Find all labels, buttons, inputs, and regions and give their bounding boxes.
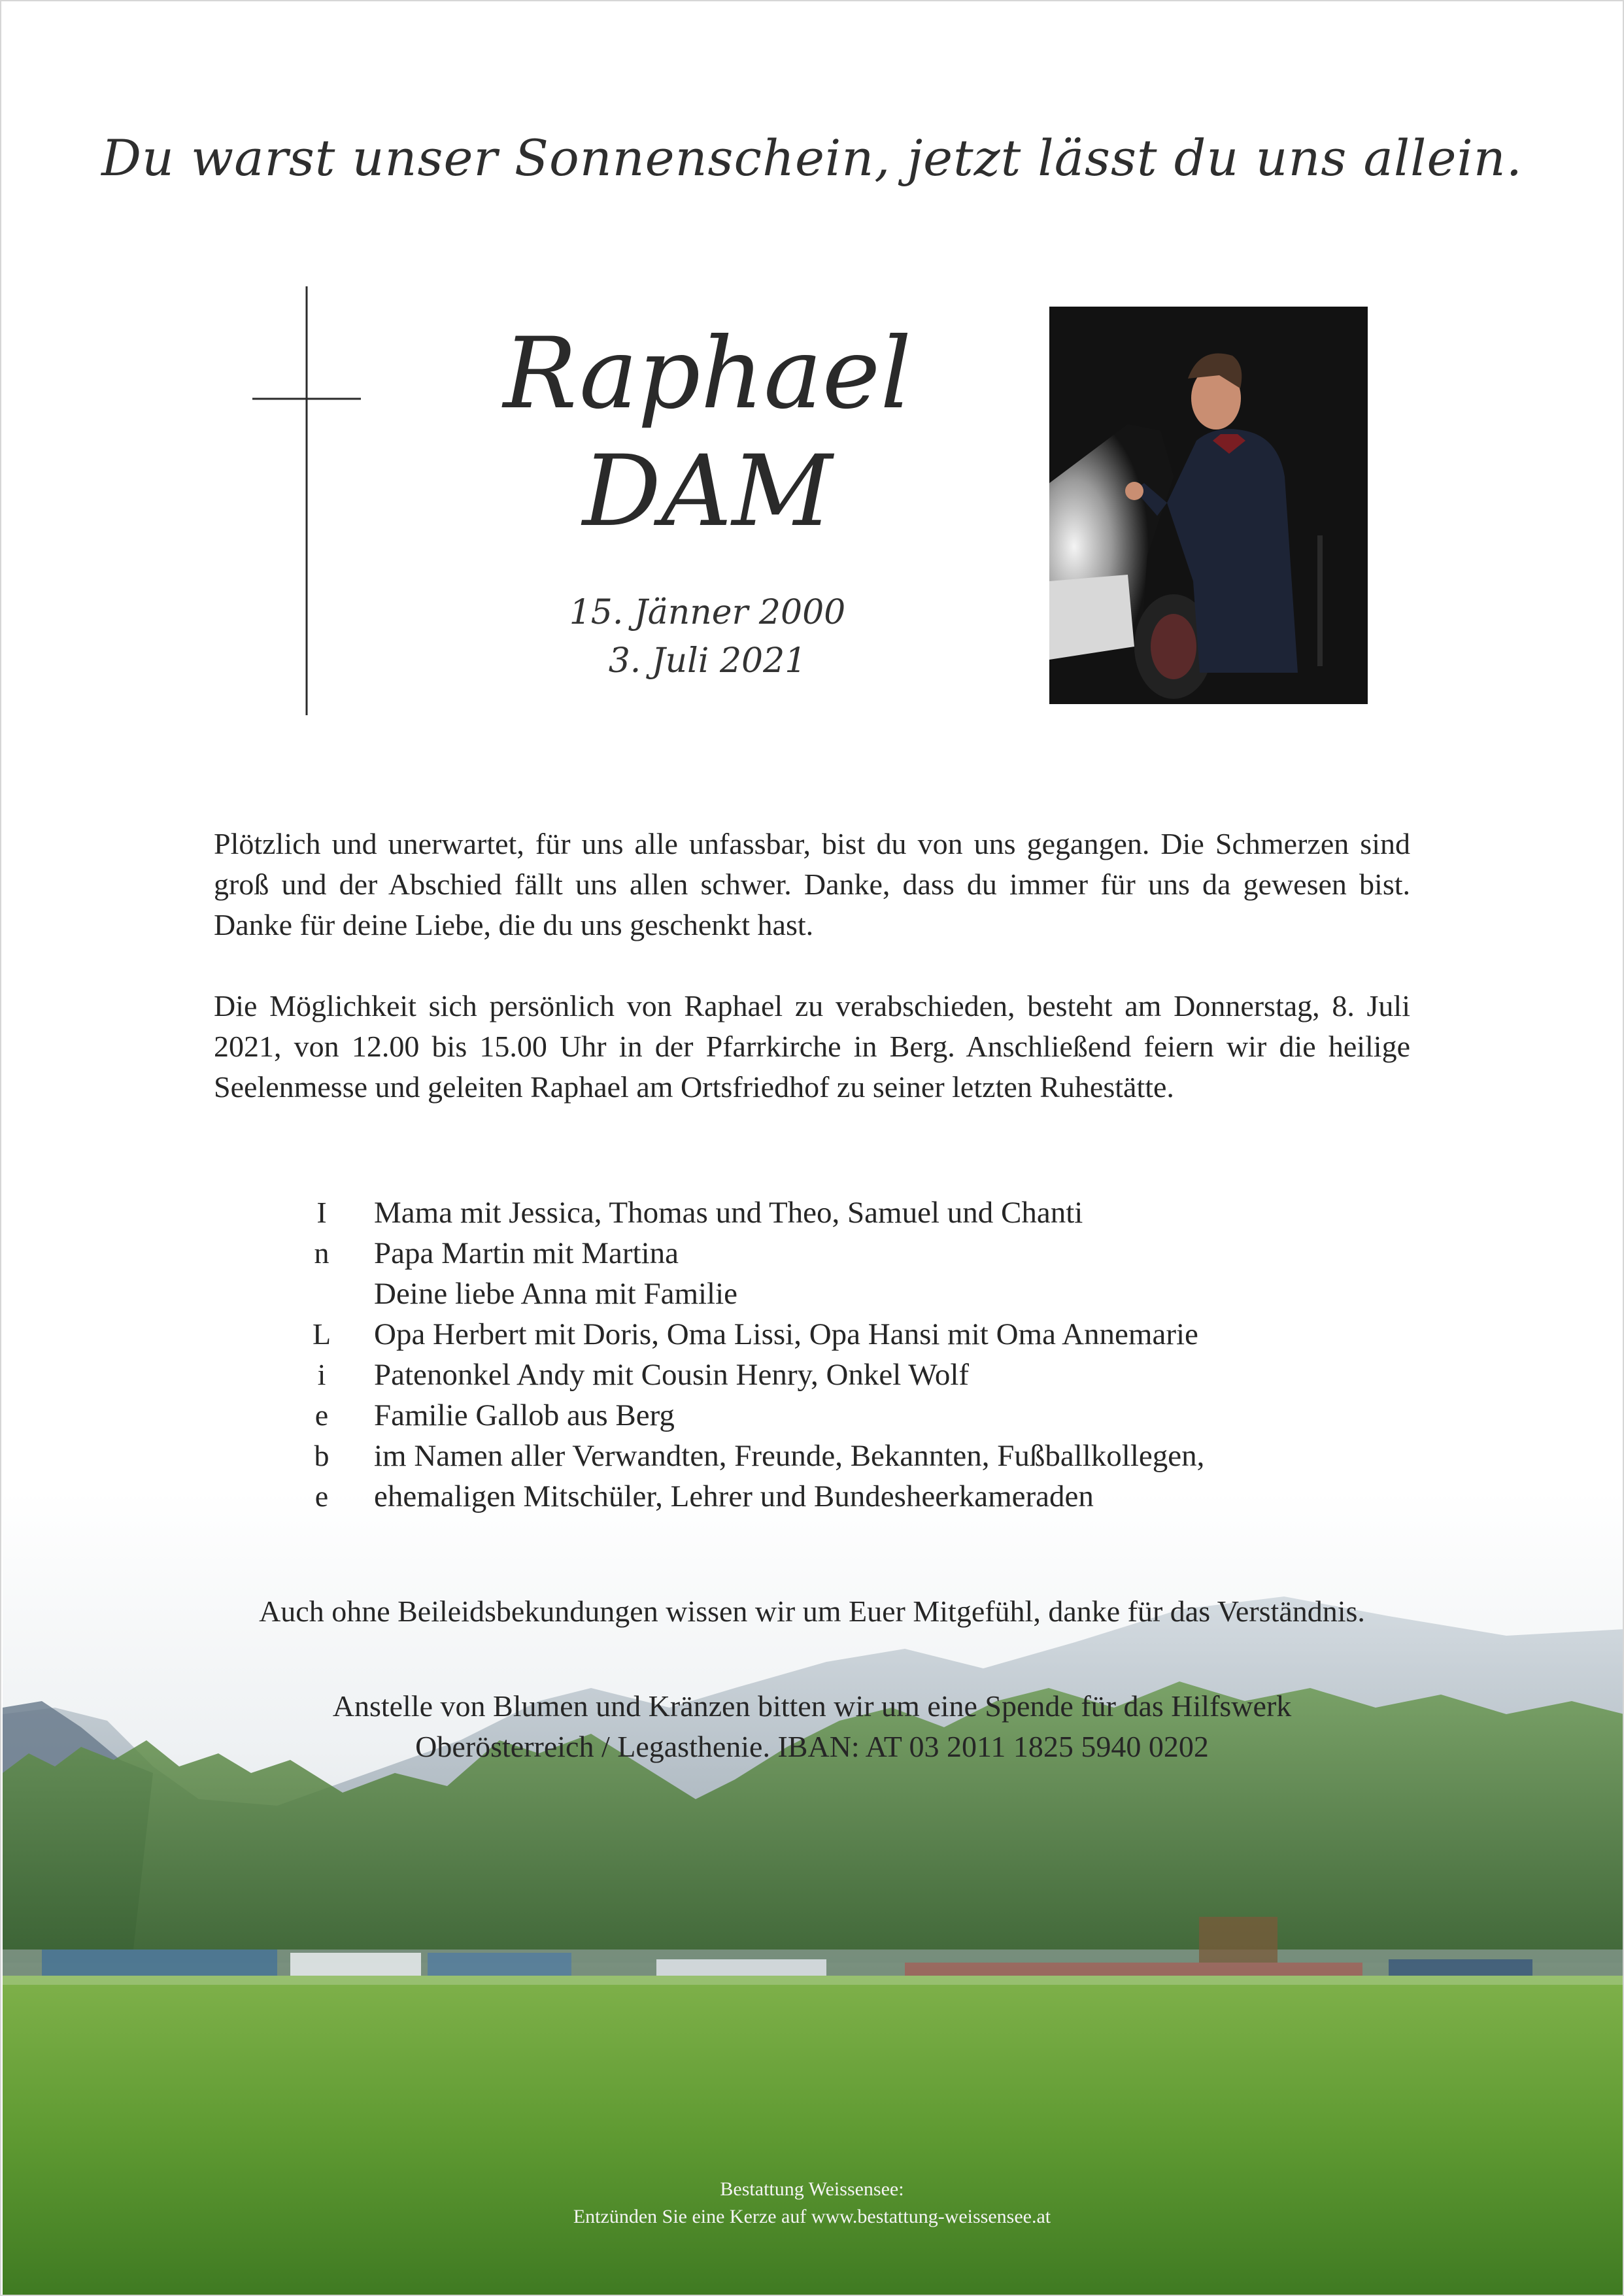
cross-icon <box>252 286 361 715</box>
mourner-text: Deine liebe Anna mit Familie <box>374 1277 738 1311</box>
acrostic-letter: L <box>312 1317 331 1351</box>
first-name: Raphael <box>503 317 912 431</box>
paragraph-farewell-details: Die Möglichkeit sich persönlich von Raphael zu verabschieden, besteht am Donnerstag, 8. Juli 2021, von 12.00 bis 15.00 Uhr in der Pfarrkirche in Berg. Anschließend feiern wir die heilige Seelenmesse und geleiten Raphael am Ortsfriedhof zu seiner letzten Ruhestätte. <box>214 989 1410 1104</box>
acrostic-letter: e <box>314 1479 329 1513</box>
last-name: DAM <box>582 435 833 549</box>
mourner-text: Opa Herbert mit Doris, Oma Lissi, Opa Hansi mit Oma Annemarie <box>374 1317 1198 1351</box>
thanks-note: Auch ohne Beileidsbekundungen wissen wir um Euer Mitgefühl, danke für das Verständnis. <box>259 1595 1365 1628</box>
acrostic-letter: I <box>316 1196 327 1229</box>
birth-date: 15. Jänner 2000 <box>569 593 846 632</box>
paragraph-sudden-passing: Plötzlich und unerwartet, für uns alle unfassbar, bist du von uns gegangen. Die Schmerzen sind groß und der Abschied fällt uns allen schwer. Danke, dass du immer für uns da gewesen bist. Danke für deine Liebe, die du uns geschenkt hast. <box>214 827 1410 941</box>
mourner-text: ehemaligen Mitschüler, Lehrer und Bundesheerkameraden <box>374 1479 1094 1513</box>
mourner-text: Papa Martin mit Martina <box>374 1236 679 1270</box>
donation-note-line-1: Anstelle von Blumen und Kränzen bitten wir um eine Spende für das Hilfswerk <box>332 1689 1292 1723</box>
life-dates <box>498 588 917 685</box>
funeral-home-name: Bestattung Weissensee: <box>720 2178 904 2200</box>
acrostic-letter: n <box>314 1236 330 1270</box>
motto: Du warst unser Sonnenschein, jetzt lässt du uns allein. <box>101 129 1523 187</box>
mourner-text: Patenonkel Andy mit Cousin Henry, Onkel Wolf <box>374 1358 970 1392</box>
mourner-text: Mama mit Jessica, Thomas und Theo, Samuel und Chanti <box>374 1196 1083 1230</box>
mourner-text: im Namen aller Verwandten, Freunde, Bekannten, Fußballkollegen, <box>374 1439 1205 1473</box>
acrostic-letter: i <box>317 1358 326 1391</box>
footer <box>1 2176 1623 2231</box>
portrait-photo <box>1049 307 1368 704</box>
donation-note-line-2: Oberösterreich / Legasthenie. IBAN: AT 03 2011 1825 5940 0202 <box>415 1730 1209 1763</box>
acrostic-letter: e <box>314 1398 329 1432</box>
mourner-text: Familie Gallob aus Berg <box>374 1398 675 1432</box>
death-date: 3. Juli 2021 <box>608 641 807 681</box>
acrostic-letter: b <box>314 1439 330 1472</box>
deceased-name <box>498 315 917 550</box>
candle-link-text: Entzünden Sie eine Kerze auf www.bestattung-weissensee.at <box>573 2206 1051 2227</box>
